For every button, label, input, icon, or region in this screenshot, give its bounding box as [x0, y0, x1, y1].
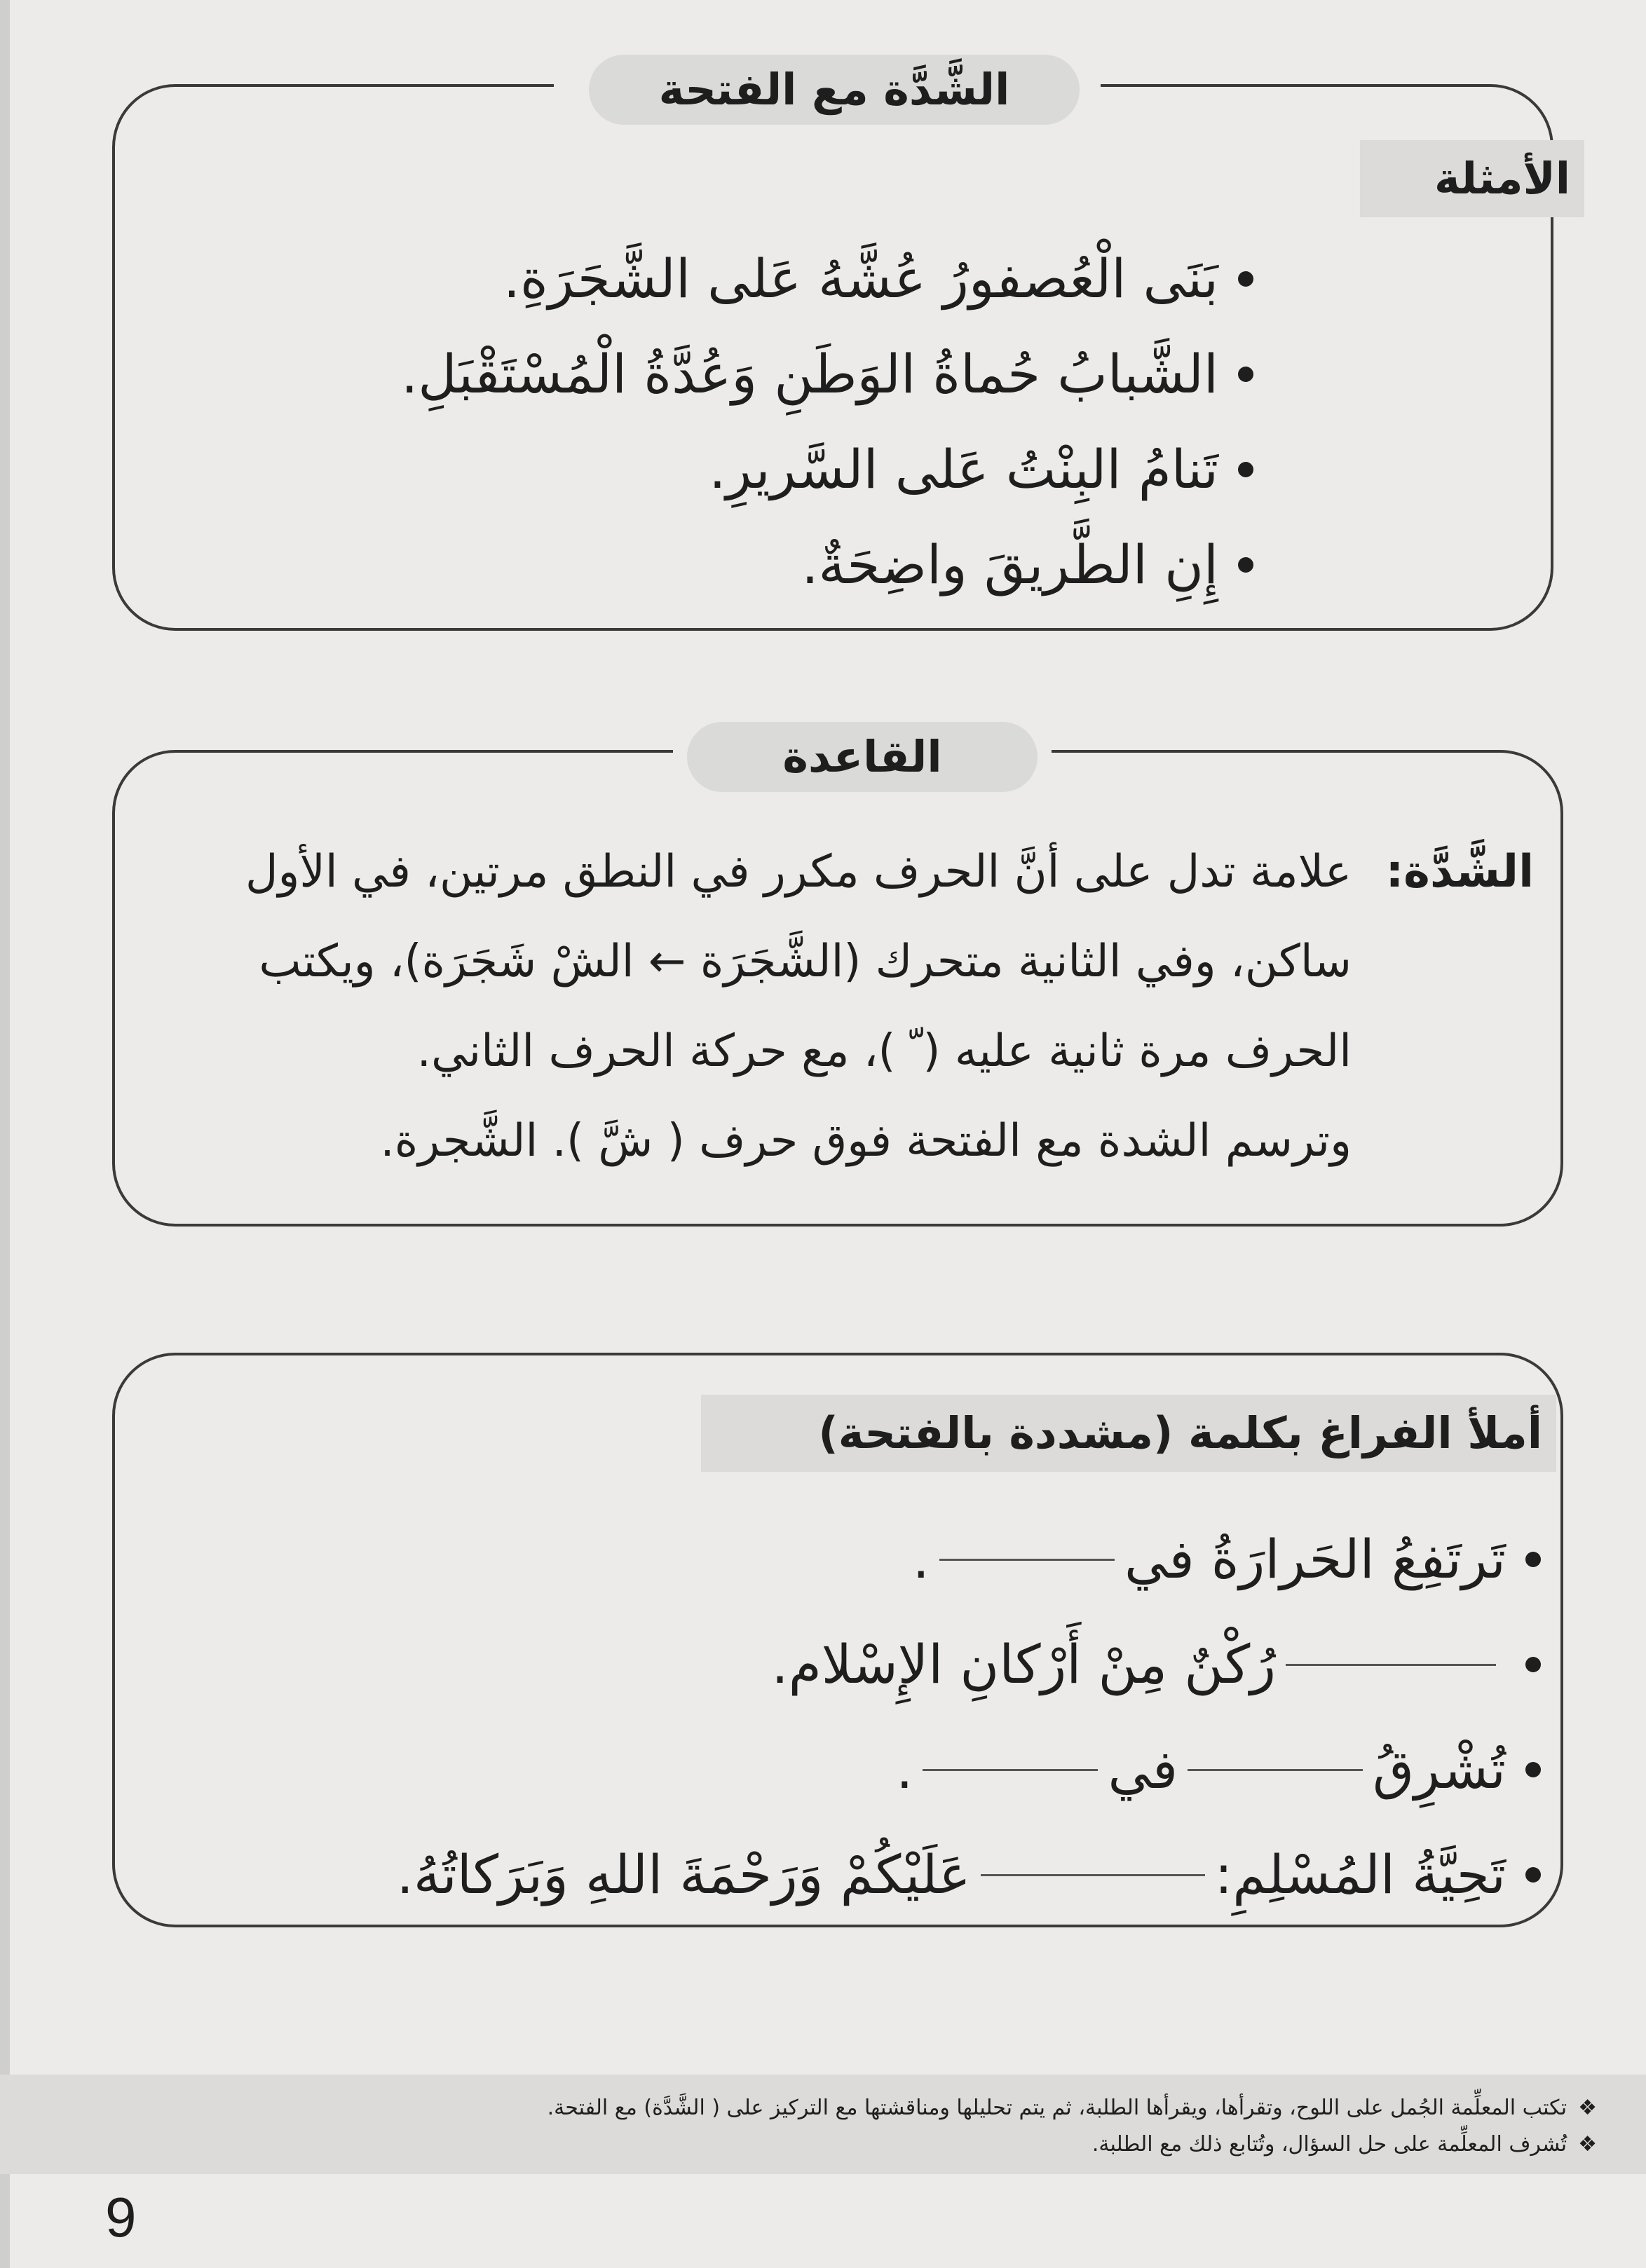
- example-item: الشَّبابُ حُماةُ الوَطَنِ وَعُدَّةُ الْمُسْتَقْبَلِ.: [272, 327, 1253, 422]
- bullet-icon: [1525, 1552, 1541, 1567]
- page-edge-shadow: [0, 0, 10, 2268]
- example-item: إِنِ الطَّريقَ واضِحَةٌ.: [272, 517, 1253, 613]
- diamond-bullet-icon: ❖: [1578, 2132, 1597, 2157]
- exercise-item: تُشْرِقُ في .: [209, 1717, 1541, 1822]
- examples-label: الأمثلة: [1360, 140, 1584, 217]
- exercise-item: تَرتَفِعُ الحَرارَةُ في .: [209, 1507, 1541, 1612]
- exercise-item: رُكْنٌ مِنْ أَرْكانِ الإِسْلام.: [209, 1612, 1541, 1717]
- blank-field[interactable]: [923, 1769, 1098, 1771]
- bullet-icon: [1238, 462, 1253, 477]
- rule-line: وترسم الشدة مع الفتحة فوق حرف ( شَّ ). الشَّجرة.: [380, 1115, 1352, 1167]
- bullet-icon: [1525, 1762, 1541, 1777]
- rule-body: [118, 827, 1352, 1186]
- exercise-label: أملأ الفراغ بكلمة (مشددة بالفتحة): [701, 1395, 1556, 1472]
- diamond-bullet-icon: ❖: [1578, 2096, 1597, 2120]
- examples-list: [272, 231, 1253, 613]
- rule-line: الحرف مرة ثانية عليه ( ّ )، مع حركة الحرف الثاني.: [416, 1025, 1352, 1077]
- bullet-icon: [1238, 271, 1253, 287]
- rule-term: الشَّدَّة:: [1385, 846, 1534, 898]
- example-item: تَنامُ البِنْتُ عَلى السَّريرِ.: [272, 422, 1253, 517]
- exercise-item: تَحِيَّةُ المُسْلِمِ: عَلَيْكُمْ وَرَحْمَةَ اللهِ وَبَرَكاتُهُ.: [209, 1822, 1541, 1927]
- blank-field[interactable]: [981, 1874, 1205, 1876]
- page-number: 9: [105, 2186, 137, 2248]
- bullet-icon: [1238, 557, 1253, 573]
- blank-field[interactable]: [939, 1559, 1115, 1561]
- exercise-list: [209, 1507, 1541, 1927]
- rule-title: القاعدة: [687, 722, 1038, 792]
- note-item: ❖تُشرف المعلِّمة على حل السؤال، وتُتابع ذلك مع الطلبة.: [1091, 2132, 1597, 2157]
- bullet-icon: [1238, 367, 1253, 382]
- blank-field[interactable]: [1286, 1664, 1496, 1666]
- example-item: بَنَى الْعُصفورُ عُشَّهُ عَلى الشَّجَرَةِ.: [272, 231, 1253, 327]
- bullet-icon: [1525, 1657, 1541, 1672]
- bullet-icon: [1525, 1867, 1541, 1883]
- blank-field[interactable]: [1188, 1769, 1363, 1771]
- note-item: ❖تكتب المعلِّمة الجُمل على اللوح، وتقرأها، ويقرأها الطلبة، ثم يتم تحليلها ومناقشتها مع التركيز على ( الشَّدَّة) مع الفتحة.: [547, 2096, 1597, 2120]
- rule-line: ساكن، وفي الثانية متحرك (الشَّجَرَة ← الشْ شَجَرَة)، ويكتب: [259, 936, 1352, 988]
- examples-title: الشَّدَّة مع الفتحة: [589, 55, 1080, 125]
- teacher-notes: [0, 2075, 1646, 2174]
- rule-line: علامة تدل على أنَّ الحرف مكرر في النطق مرتين، في الأول: [245, 846, 1352, 898]
